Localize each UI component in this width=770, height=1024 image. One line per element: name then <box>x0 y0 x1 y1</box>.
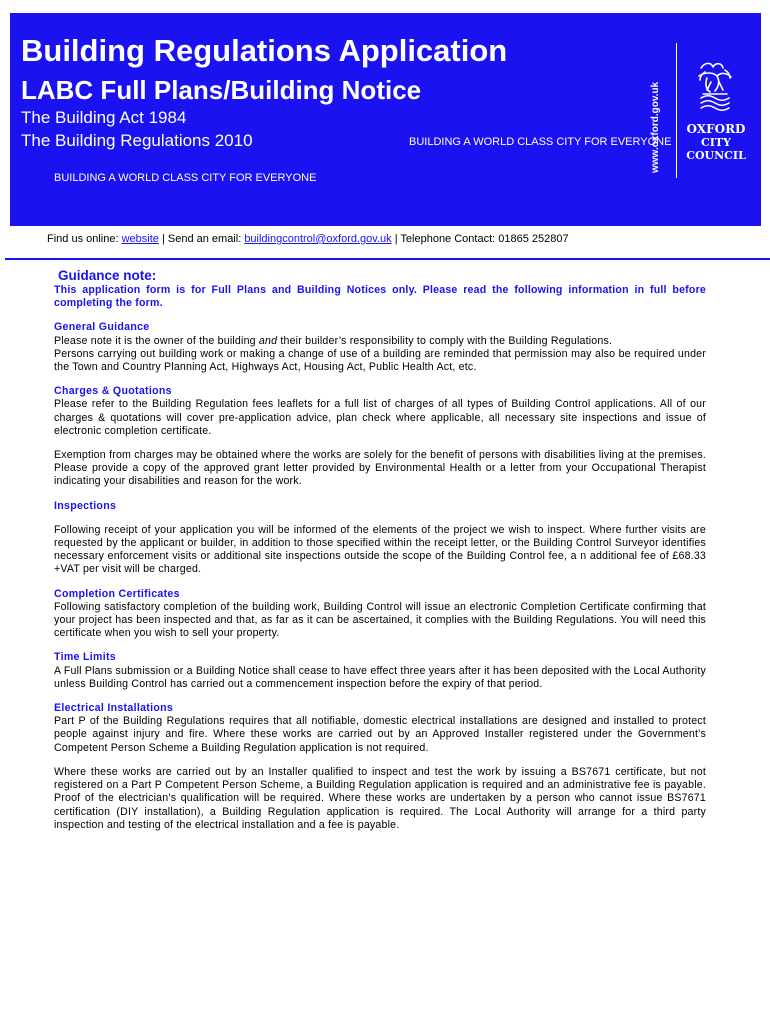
electrical-paragraph-2: Where these works are carried out by an Installer qualified to inspect and test the work by issuing a BS7671 certificate, but not registered on a Part P Competent Person Scheme, a Building Regulation application is required and an administrative fee is payable. Proof of the electrician’s qualification will be required. Where these works are undertaken by a person who cannot issue BS7671 certification (DIY installation), a Building Regulation application is required. The Local Authority will arrange for a third party inspection and testing of the electrical installation and a fee is payable. <box>54 765 706 831</box>
phone-contact: | Telephone Contact: 01865 252807 <box>391 233 569 245</box>
email-link[interactable]: buildingcontrol@oxford.gov.uk <box>244 233 392 245</box>
guidance-intro: This application form is for Full Plans and Building Notices only. Please read the following information in full before completing the form. <box>54 284 706 310</box>
oxford-crest-icon <box>691 58 739 118</box>
completion-paragraph-1: Following satisfactory completion of the building work, Building Control will issue an electronic Completion Certificate confirming that your project has been inspected and that, as far as it can be ascertained, it complies with the Building Regulations. You will need this certificate when you wish to sell your property. <box>54 600 706 640</box>
council-name-3: COUNCIL <box>686 149 746 162</box>
email-prefix: | Send an email: <box>158 233 245 245</box>
section-heading: Completion Certificates <box>54 587 180 600</box>
section-heading: Inspections <box>54 499 117 512</box>
section-heading: Charges & Quotations <box>54 385 172 398</box>
website-link[interactable]: website <box>121 233 159 245</box>
divider <box>676 43 677 178</box>
electrical-paragraph-1: Part P of the Building Regulations requires that all notifiable, domestic electrical installations are designed and installed to protect people against injury and fire. Where these works are carried out by an Approved Installer registered under the Government’s Competent Person Scheme a Building Regulation application is not required. <box>54 715 706 754</box>
section-heading: General Guidance <box>54 321 150 334</box>
council-logo-text <box>682 123 750 162</box>
guidance-content <box>54 268 706 832</box>
header-banner <box>10 13 761 226</box>
general-paragraph-2: Persons carrying out building work or making a change of use of a building are reminded that permission may also be required under the Town and Country Planning Act, Highways Act, Housing Act, Public Health Act, etc. <box>54 347 706 374</box>
page-subtitle: LABC Full Plans/Building Notice <box>21 75 422 105</box>
guidance-title: Guidance note: <box>58 268 157 283</box>
section-heading: Electrical Installations <box>54 702 174 715</box>
act-1984: The Building Act 1984 <box>21 108 187 127</box>
section-inspections <box>54 500 706 577</box>
section-electrical <box>54 702 706 832</box>
regs-2010: The Building Regulations 2010 <box>21 131 253 150</box>
contact-bar <box>47 233 569 245</box>
charges-paragraph-2: Exemption from charges may be obtained where the works are solely for the benefit of persons with disabilities living at the premises. Please provide a copy of the approved grant letter provided by Environmental Health or a letter from your Occupational Therapist indicating your disabilities and reason for the work. <box>54 449 706 488</box>
section-time-limits <box>54 651 706 691</box>
charges-paragraph-1: Please refer to the Building Regulation fees leaflets for a full list of charges of all types of Building Control applications. All of our charges & quotations will cover pre-application advice, plan check where applicable, all necessary site inspections and issue of electronic completion certificate. <box>54 398 706 437</box>
section-general <box>54 321 706 374</box>
slogan-right: BUILDING A WORLD CLASS CITY FOR EVERYONE <box>409 136 672 148</box>
slogan-left: BUILDING A WORLD CLASS CITY FOR EVERYONE <box>54 172 317 184</box>
section-charges <box>54 385 706 488</box>
website-vertical: www.oxford.gov.uk <box>650 81 661 173</box>
council-name-1: OXFORD <box>686 122 746 136</box>
general-paragraph-1: Please note it is the owner of the building and their builder’s responsibility to comply with the Building Regulations. <box>54 334 613 347</box>
contact-prefix: Find us online: <box>47 233 122 245</box>
page-title: Building Regulations Application <box>21 33 508 68</box>
inspections-paragraph-1: Following receipt of your application you will be informed of the elements of the project we wish to inspect. Where further visits are requested by the applicant or builder, in addition to those specified within the receipt letter, or the Building Control Surveyor identifies necessary enforcement visits or additional site inspections outside the scope of the Building Control fee, a n additional fee of £68.33 +VAT per visit will be charged. <box>54 523 706 576</box>
section-completion <box>54 588 706 641</box>
time-limits-paragraph-1: A Full Plans submission or a Building Notice shall cease to have effect three years after it has been deposited with the Local Authority unless Building Control has carried out a commencement inspection before the expiry of that period. <box>54 664 706 690</box>
council-name-2: CITY <box>701 136 731 149</box>
header-divider <box>5 258 770 260</box>
section-heading: Time Limits <box>54 651 116 664</box>
